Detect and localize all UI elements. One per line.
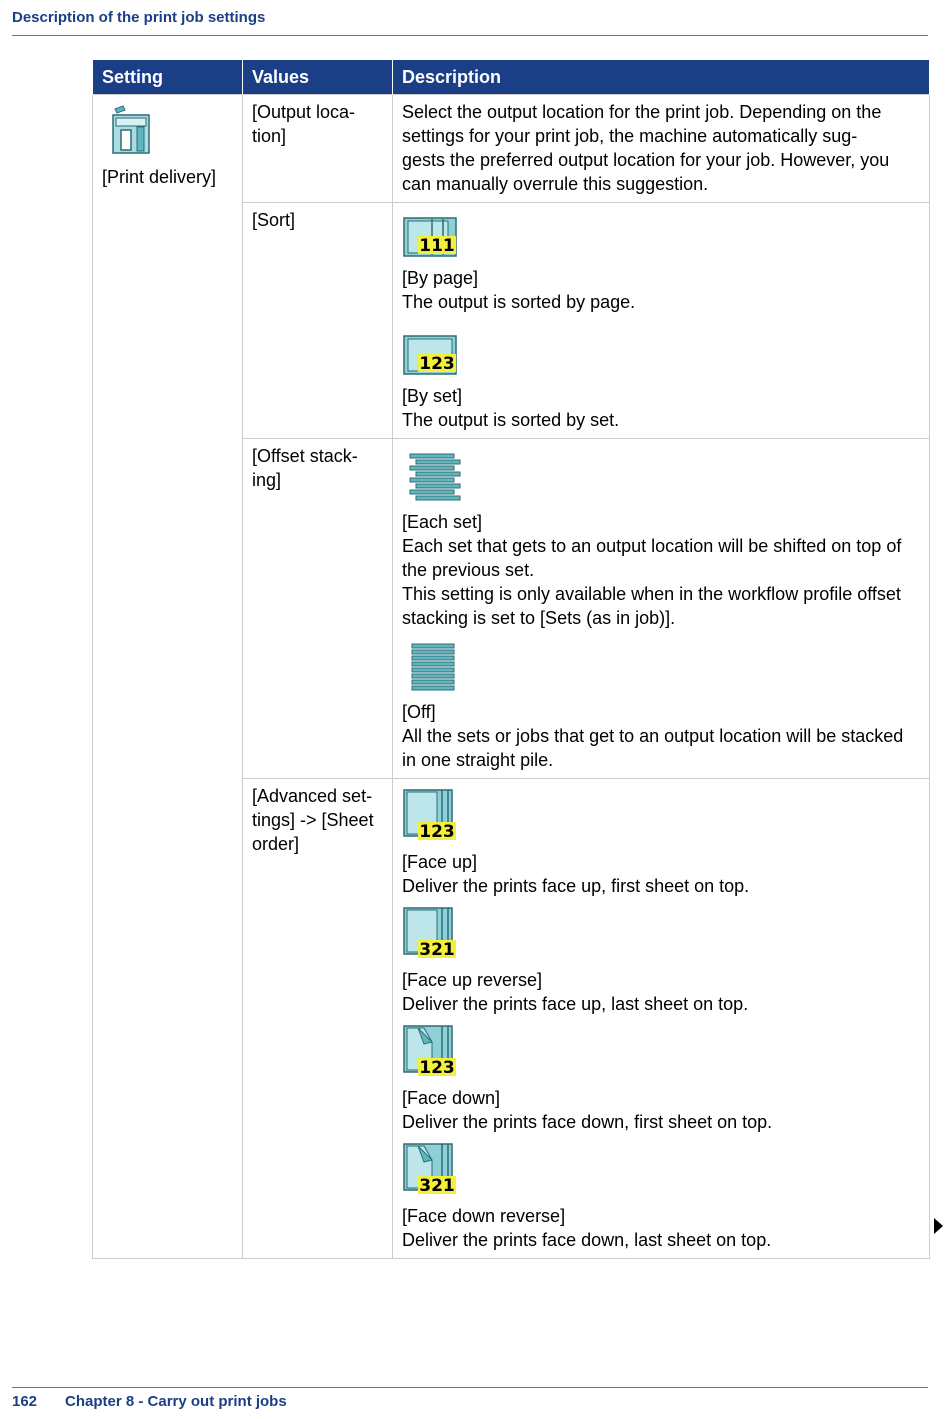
option-text-face-up: Deliver the prints face up, first sheet on top.	[402, 875, 750, 896]
face-down-icon-digits: 123	[419, 1057, 455, 1078]
value-offset-stacking: [Offset stack- ing]	[252, 445, 358, 490]
setting-label: [Print delivery]	[102, 166, 217, 187]
sort-by-set-icon	[402, 334, 458, 376]
face-up-reverse-icon-digits: 321	[419, 939, 455, 960]
value-sort: [Sort]	[252, 209, 296, 230]
option-text-by-page: The output is sorted by page.	[402, 291, 636, 312]
face-up-icon	[402, 788, 458, 842]
face-up-icon-digits: 123	[419, 821, 455, 842]
table-header-row	[93, 60, 930, 94]
footer	[12, 1393, 287, 1410]
description-output-location: Select the output location for the print job. Depending on the settings for your print job, the machine automatically sug- gests the preferred output location for your job. However, you can manually overrule this suggestion.	[402, 101, 890, 194]
option-label-off: [Off]	[402, 701, 436, 722]
description-cell	[393, 438, 930, 778]
value-output-location: [Output loca- tion]	[252, 101, 356, 146]
option-text-by-set: The output is sorted by set.	[402, 409, 620, 430]
chapter-title: Chapter 8 - Carry out print jobs	[65, 1393, 287, 1410]
option-text-face-down: Deliver the prints face down, first sheet on top.	[402, 1111, 773, 1132]
sort-by-page-icon-digits: 111	[419, 235, 455, 256]
value-cell	[243, 778, 393, 1258]
value-cell	[243, 94, 393, 202]
header-rule	[12, 35, 928, 36]
column-header-description: Description	[393, 60, 930, 94]
description-cell	[393, 94, 930, 202]
sort-by-page-icon	[402, 216, 458, 258]
running-head: Description of the print job settings	[12, 9, 266, 26]
option-text-off: All the sets or jobs that get to an output location will be stacked in one straight pile.	[402, 725, 904, 770]
option-label-each-set: [Each set]	[402, 511, 483, 532]
table-row	[93, 94, 930, 202]
offset-off-icon	[402, 642, 462, 692]
option-label-face-down: [Face down]	[402, 1087, 501, 1108]
setting-cell	[93, 94, 243, 1258]
face-down-reverse-icon-digits: 321	[419, 1175, 455, 1196]
option-text-face-down-reverse: Deliver the prints face down, last sheet on top.	[402, 1229, 772, 1250]
option-label-face-up: [Face up]	[402, 851, 478, 872]
offset-each-set-icon	[402, 452, 462, 502]
option-note-each-set: This setting is only available when in the workflow profile offset stacking is set to [Sets (as in job)].	[402, 583, 901, 628]
value-cell	[243, 202, 393, 438]
sort-by-set-icon-digits: 123	[419, 353, 455, 374]
footer-rule	[12, 1387, 928, 1388]
option-text-face-up-reverse: Deliver the prints face up, last sheet on top.	[402, 993, 749, 1014]
settings-table	[92, 60, 930, 1259]
continue-arrow-icon	[934, 1218, 943, 1234]
option-text-each-set: Each set that gets to an output location will be shifted on top of the previous set.	[402, 535, 902, 580]
face-up-reverse-icon	[402, 906, 458, 960]
option-label-by-page: [By page]	[402, 267, 479, 288]
page-number: 162	[12, 1393, 38, 1410]
column-header-values: Values	[243, 60, 393, 94]
face-down-reverse-icon	[402, 1142, 458, 1196]
description-cell	[393, 202, 930, 438]
option-label-face-up-reverse: [Face up reverse]	[402, 969, 543, 990]
description-cell	[393, 778, 930, 1258]
column-header-setting: Setting	[93, 60, 243, 94]
print-delivery-icon	[107, 105, 151, 155]
option-label-face-down-reverse: [Face down reverse]	[402, 1205, 566, 1226]
option-label-by-set: [By set]	[402, 385, 463, 406]
value-cell	[243, 438, 393, 778]
value-sheet-order: [Advanced set- tings] -> [Sheet order]	[252, 785, 374, 854]
face-down-icon	[402, 1024, 458, 1078]
